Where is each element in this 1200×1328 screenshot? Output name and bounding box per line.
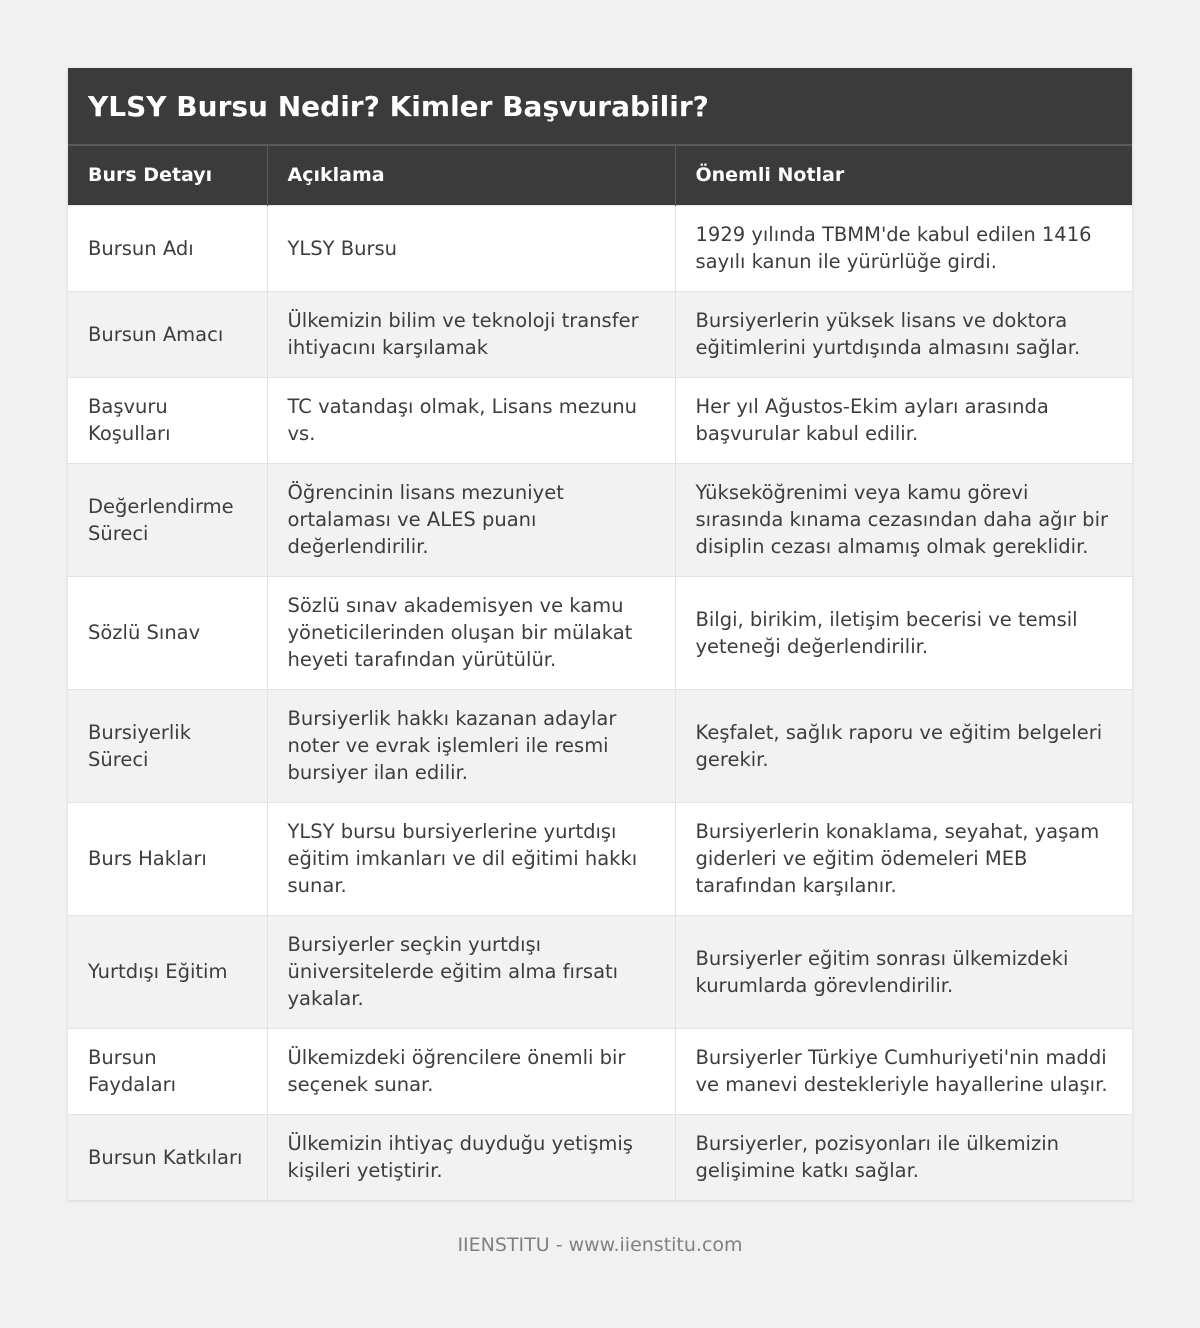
cell-description: Ülkemizdeki öğrencilere önemli bir seçenek sunar. <box>267 1028 675 1114</box>
cell-description: Sözlü sınav akademisyen ve kamu yöneticilerinden oluşan bir mülakat heyeti tarafından yürütülür. <box>267 576 675 689</box>
cell-notes: Bursiyerlerin yüksek lisans ve doktora eğitimlerini yurtdışında almasını sağlar. <box>675 291 1132 377</box>
cell-detail: Bursun Amacı <box>68 291 267 377</box>
table-row <box>68 1028 1132 1114</box>
cell-notes: Yükseköğrenimi veya kamu görevi sırasında kınama cezasından daha ağır bir disiplin cezası almamış olmak gereklidir. <box>675 463 1132 576</box>
cell-notes: Bursiyerler Türkiye Cumhuriyeti'nin maddi ve manevi destekleriyle hayallerine ulaşır. <box>675 1028 1132 1114</box>
cell-detail: Bursun Katkıları <box>68 1114 267 1200</box>
cell-notes: Bursiyerler eğitim sonrası ülkemizdeki kurumlarda görevlendirilir. <box>675 915 1132 1028</box>
cell-detail: Değerlendirme Süreci <box>68 463 267 576</box>
cell-detail: Burs Hakları <box>68 802 267 915</box>
table-row <box>68 915 1132 1028</box>
cell-notes: Bursiyerler, pozisyonları ile ülkemizin gelişimine katkı sağlar. <box>675 1114 1132 1200</box>
cell-detail: Bursun Faydaları <box>68 1028 267 1114</box>
cell-detail: Bursun Adı <box>68 205 267 291</box>
cell-detail: Yurtdışı Eğitim <box>68 915 267 1028</box>
cell-description: Öğrencinin lisans mezuniyet ortalaması ve ALES puanı değerlendirilir. <box>267 463 675 576</box>
cell-detail: Başvuru Koşulları <box>68 377 267 463</box>
table-card <box>68 68 1132 1200</box>
column-header-notes: Önemli Notlar <box>675 145 1132 205</box>
cell-description: TC vatandaşı olmak, Lisans mezunu vs. <box>267 377 675 463</box>
header-row <box>68 145 1132 205</box>
table-row <box>68 377 1132 463</box>
cell-description: YLSY Bursu <box>267 205 675 291</box>
cell-detail: Bursiyerlik Süreci <box>68 689 267 802</box>
cell-notes: Bilgi, birikim, iletişim becerisi ve temsil yeteneği değerlendirilir. <box>675 576 1132 689</box>
cell-description: Ülkemizin bilim ve teknoloji transfer ihtiyacını karşılamak <box>267 291 675 377</box>
cell-description: Ülkemizin ihtiyaç duyduğu yetişmiş kişileri yetiştirir. <box>267 1114 675 1200</box>
table-row <box>68 1114 1132 1200</box>
table-title: YLSY Bursu Nedir? Kimler Başvurabilir? <box>88 89 709 123</box>
cell-description: YLSY bursu bursiyerlerine yurtdışı eğitim imkanları ve dil eğitimi hakkı sunar. <box>267 802 675 915</box>
cell-description: Bursiyerler seçkin yurtdışı üniversitelerde eğitim alma fırsatı yakalar. <box>267 915 675 1028</box>
scholarship-table <box>68 144 1132 1200</box>
column-header-description: Açıklama <box>267 145 675 205</box>
cell-description: Bursiyerlik hakkı kazanan adaylar noter ve evrak işlemleri ile resmi bursiyer ilan edilir. <box>267 689 675 802</box>
table-row <box>68 291 1132 377</box>
table-row <box>68 689 1132 802</box>
column-header-detail: Burs Detayı <box>68 145 267 205</box>
table-row <box>68 802 1132 915</box>
cell-detail: Sözlü Sınav <box>68 576 267 689</box>
footer-credit: IIENSTITU - www.iienstitu.com <box>457 1234 743 1256</box>
cell-notes: 1929 yılında TBMM'de kabul edilen 1416 sayılı kanun ile yürürlüğe girdi. <box>675 205 1132 291</box>
title-bar <box>68 68 1132 144</box>
table-row <box>68 463 1132 576</box>
cell-notes: Keşfalet, sağlık raporu ve eğitim belgeleri gerekir. <box>675 689 1132 802</box>
table-row <box>68 205 1132 291</box>
cell-notes: Bursiyerlerin konaklama, seyahat, yaşam giderleri ve eğitim ödemeleri MEB tarafından karşılanır. <box>675 802 1132 915</box>
table-row <box>68 576 1132 689</box>
cell-notes: Her yıl Ağustos-Ekim ayları arasında başvurular kabul edilir. <box>675 377 1132 463</box>
